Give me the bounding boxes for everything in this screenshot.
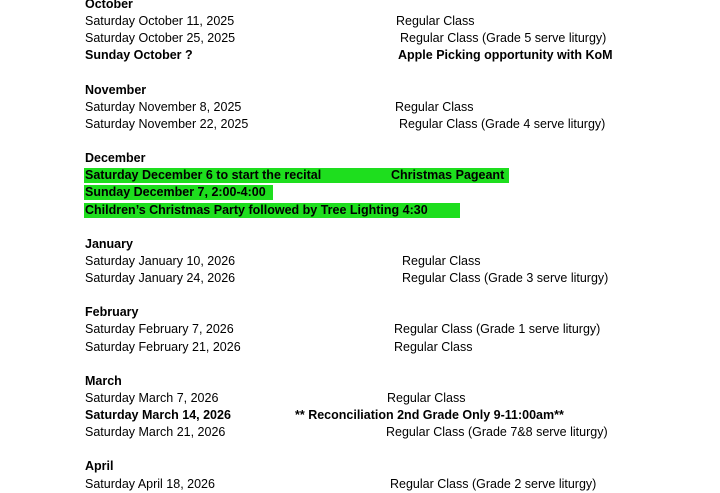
event-date: Saturday April 18, 2026 [85, 476, 215, 491]
event-description: Regular Class (Grade 1 serve liturgy) [394, 322, 601, 337]
event-description: Regular Class [396, 14, 475, 29]
event-description: Regular Class (Grade 3 serve liturgy) [402, 271, 609, 285]
event-description: Regular Class (Grade 2 serve liturgy) [390, 476, 597, 491]
event-date: Saturday March 14, 2026 [85, 408, 231, 422]
month-label: October [85, 0, 133, 11]
schedule-row-highlighted [85, 167, 720, 184]
schedule-row [85, 270, 720, 287]
schedule-document [85, 0, 720, 493]
blank-line [85, 356, 720, 373]
month-heading-november [85, 82, 720, 99]
schedule-row [85, 99, 720, 116]
month-label: February [85, 305, 139, 320]
schedule-row [85, 321, 720, 338]
event-date: Saturday March 7, 2026 [85, 390, 219, 405]
schedule-row [85, 13, 720, 30]
blank-line [85, 219, 720, 236]
month-heading-december [85, 150, 720, 167]
event-description: Regular Class (Grade 7&8 serve liturgy) [386, 425, 608, 440]
event-date: Saturday November 8, 2025 [85, 99, 242, 114]
month-heading-february [85, 304, 720, 321]
schedule-row [85, 253, 720, 270]
event-description: ** Reconciliation 2nd Grade Only 9-11:00am** [295, 408, 564, 422]
blank-line [85, 133, 720, 150]
schedule-row [85, 339, 720, 356]
event-date: Saturday March 21, 2026 [85, 425, 226, 440]
event-date: Saturday January 24, 2026 [85, 271, 236, 285]
schedule-row [85, 116, 720, 133]
schedule-row [85, 424, 720, 441]
event-description: Regular Class [394, 339, 473, 354]
event-date: Sunday October ? [85, 48, 193, 63]
event-date: Children’s Christmas Party followed by Tree Lighting 4:30 [85, 202, 428, 217]
schedule-row [85, 476, 720, 493]
event-description: Regular Class [402, 253, 481, 268]
month-label: December [85, 151, 146, 166]
event-date: Saturday February 7, 2026 [85, 322, 234, 337]
blank-line [85, 65, 720, 82]
blank-line [85, 287, 720, 304]
month-label: January [85, 236, 133, 251]
month-label: April [85, 459, 114, 474]
schedule-row [85, 47, 720, 64]
event-date: Saturday February 21, 2026 [85, 339, 241, 354]
month-heading-march [85, 373, 720, 390]
event-date: Saturday October 11, 2025 [85, 14, 235, 29]
event-description: Christmas Pageant [391, 168, 505, 183]
month-heading-april [85, 458, 720, 475]
month-heading-january [85, 236, 720, 253]
event-description: Regular Class (Grade 4 serve liturgy) [399, 116, 606, 131]
event-description: Regular Class [387, 390, 466, 405]
schedule-row-highlighted [85, 202, 720, 219]
blank-line [85, 441, 720, 458]
schedule-row [85, 30, 720, 47]
event-date: Saturday November 22, 2025 [85, 116, 249, 131]
event-date: Saturday December 6 to start the recital [85, 168, 322, 183]
event-description: Regular Class [395, 99, 474, 114]
schedule-row-highlighted [85, 184, 720, 201]
schedule-row [85, 407, 720, 424]
month-label: November [85, 82, 147, 97]
event-description: Apple Picking opportunity with KoM [398, 48, 613, 63]
event-description: Regular Class (Grade 5 serve liturgy) [400, 31, 607, 46]
month-heading-october [85, 0, 720, 13]
event-date: Sunday December 7, 2:00-4:00 [85, 185, 266, 200]
schedule-row [85, 390, 720, 407]
month-label: March [85, 373, 122, 388]
event-date: Saturday January 10, 2026 [85, 253, 236, 268]
event-date: Saturday October 25, 2025 [85, 31, 236, 46]
